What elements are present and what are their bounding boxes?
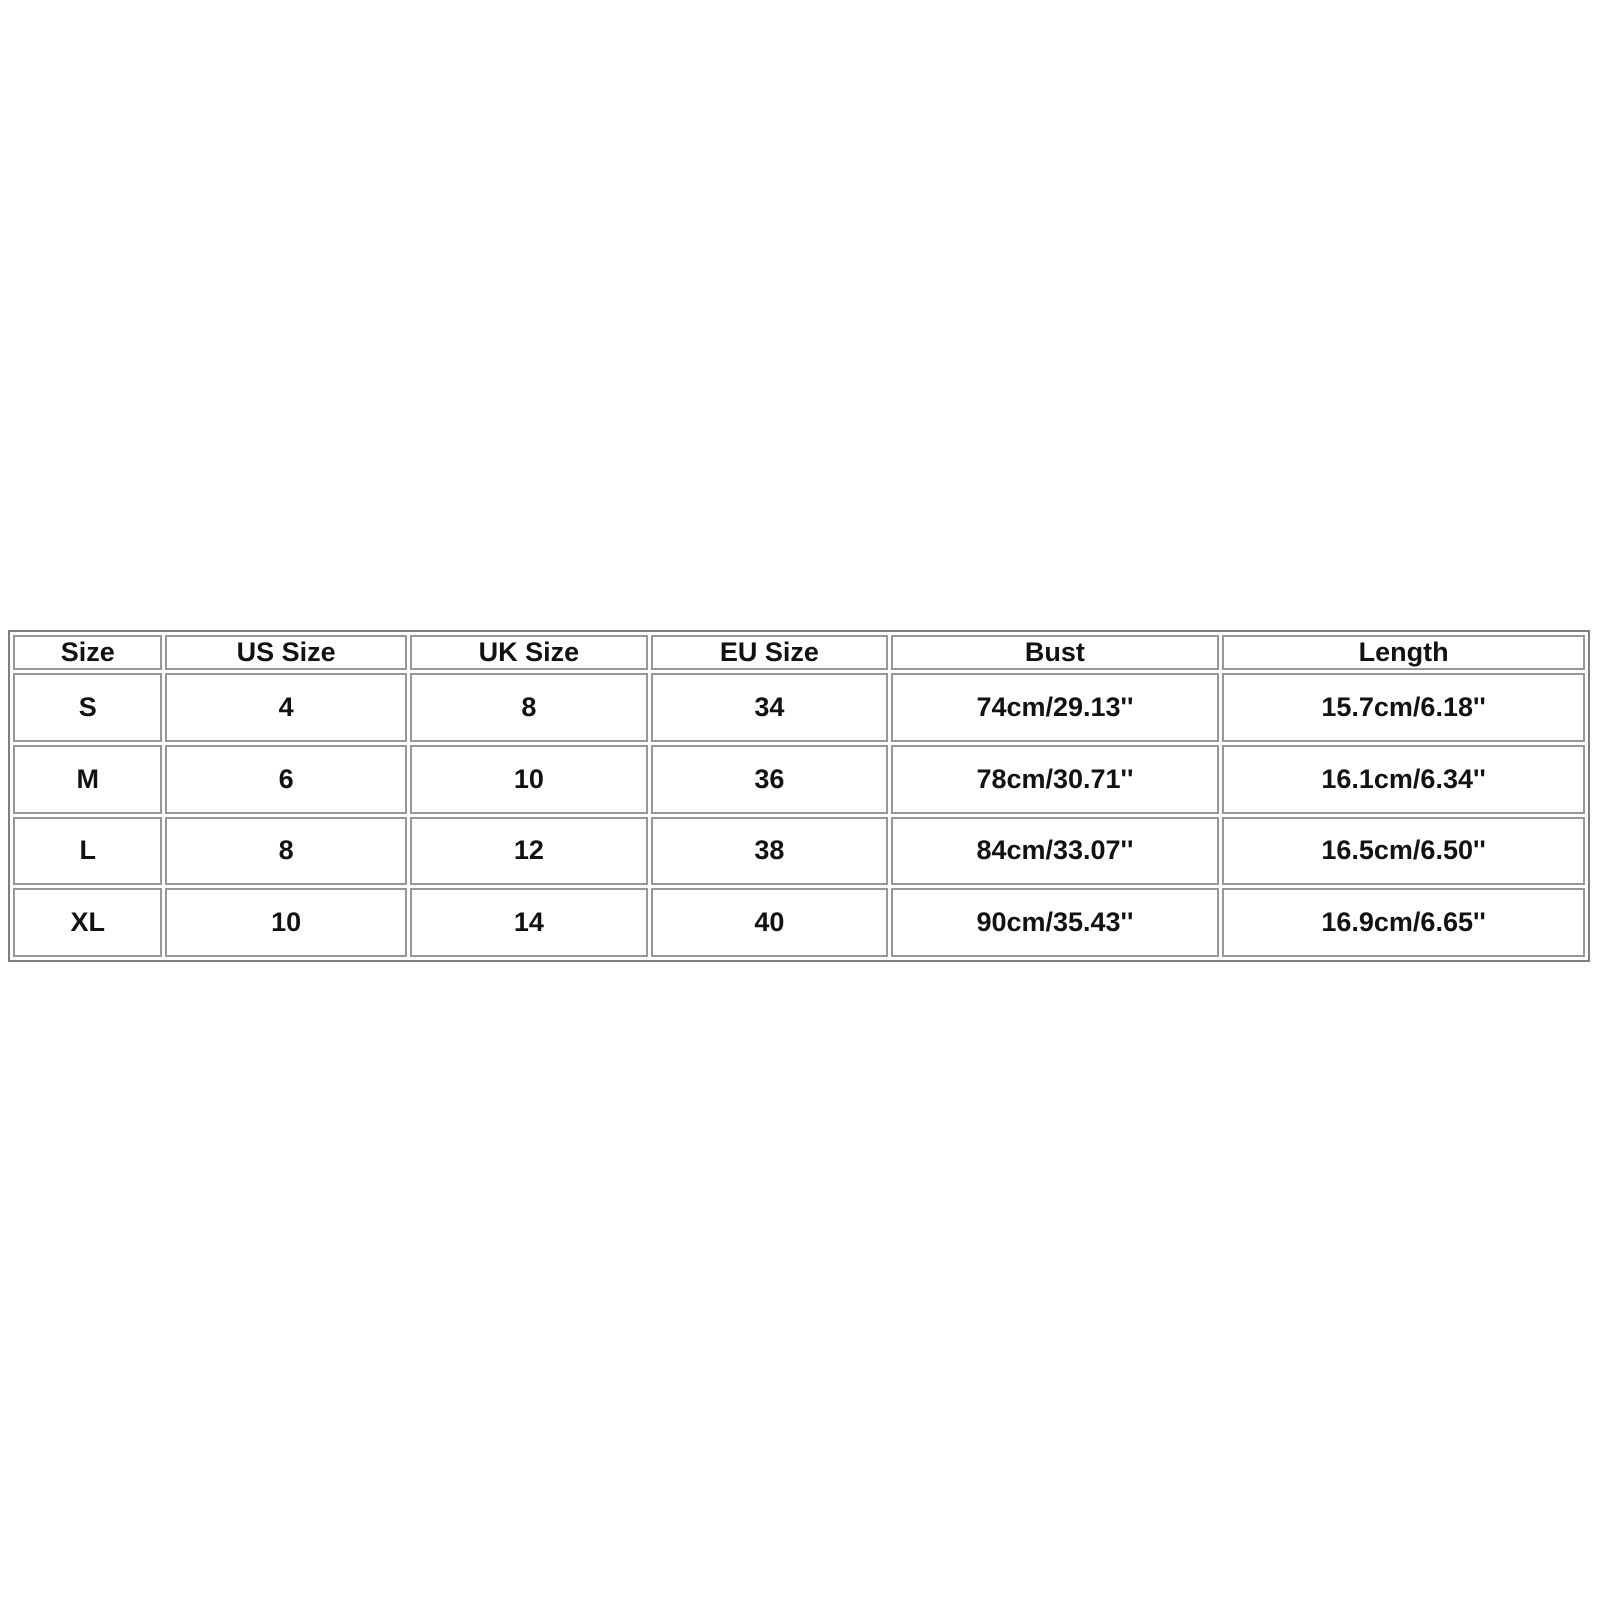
column-header-uk-size: UK Size — [410, 635, 648, 670]
table-cell: 40 — [651, 888, 888, 957]
table-cell: 38 — [651, 817, 888, 886]
table-cell: 78cm/30.71'' — [891, 745, 1220, 814]
table-cell: 15.7cm/6.18'' — [1222, 673, 1585, 742]
table-cell: 10 — [165, 888, 406, 957]
size-chart-body — [13, 673, 1585, 957]
table-cell: 16.1cm/6.34'' — [1222, 745, 1585, 814]
table-cell: 4 — [165, 673, 406, 742]
table-cell: M — [13, 745, 162, 814]
table-cell: 16.5cm/6.50'' — [1222, 817, 1585, 886]
table-cell: 8 — [165, 817, 406, 886]
table-cell: 16.9cm/6.65'' — [1222, 888, 1585, 957]
header-row — [13, 635, 1585, 670]
table-cell: 74cm/29.13'' — [891, 673, 1220, 742]
table-cell: XL — [13, 888, 162, 957]
column-header-us-size: US Size — [165, 635, 406, 670]
column-header-length: Length — [1222, 635, 1585, 670]
table-cell: 8 — [410, 673, 648, 742]
table-row-xl — [13, 888, 1585, 957]
table-cell: 12 — [410, 817, 648, 886]
column-header-eu-size: EU Size — [651, 635, 888, 670]
column-header-size: Size — [13, 635, 162, 670]
size-chart-container — [8, 630, 1590, 962]
table-row-s — [13, 673, 1585, 742]
size-chart-header — [13, 635, 1585, 670]
table-cell: 34 — [651, 673, 888, 742]
table-cell: L — [13, 817, 162, 886]
table-cell: S — [13, 673, 162, 742]
table-row-m — [13, 745, 1585, 814]
column-header-bust: Bust — [891, 635, 1220, 670]
table-row-l — [13, 817, 1585, 886]
table-cell: 90cm/35.43'' — [891, 888, 1220, 957]
table-cell: 10 — [410, 745, 648, 814]
table-cell: 84cm/33.07'' — [891, 817, 1220, 886]
size-chart-table — [8, 630, 1590, 962]
table-cell: 14 — [410, 888, 648, 957]
table-cell: 6 — [165, 745, 406, 814]
table-cell: 36 — [651, 745, 888, 814]
